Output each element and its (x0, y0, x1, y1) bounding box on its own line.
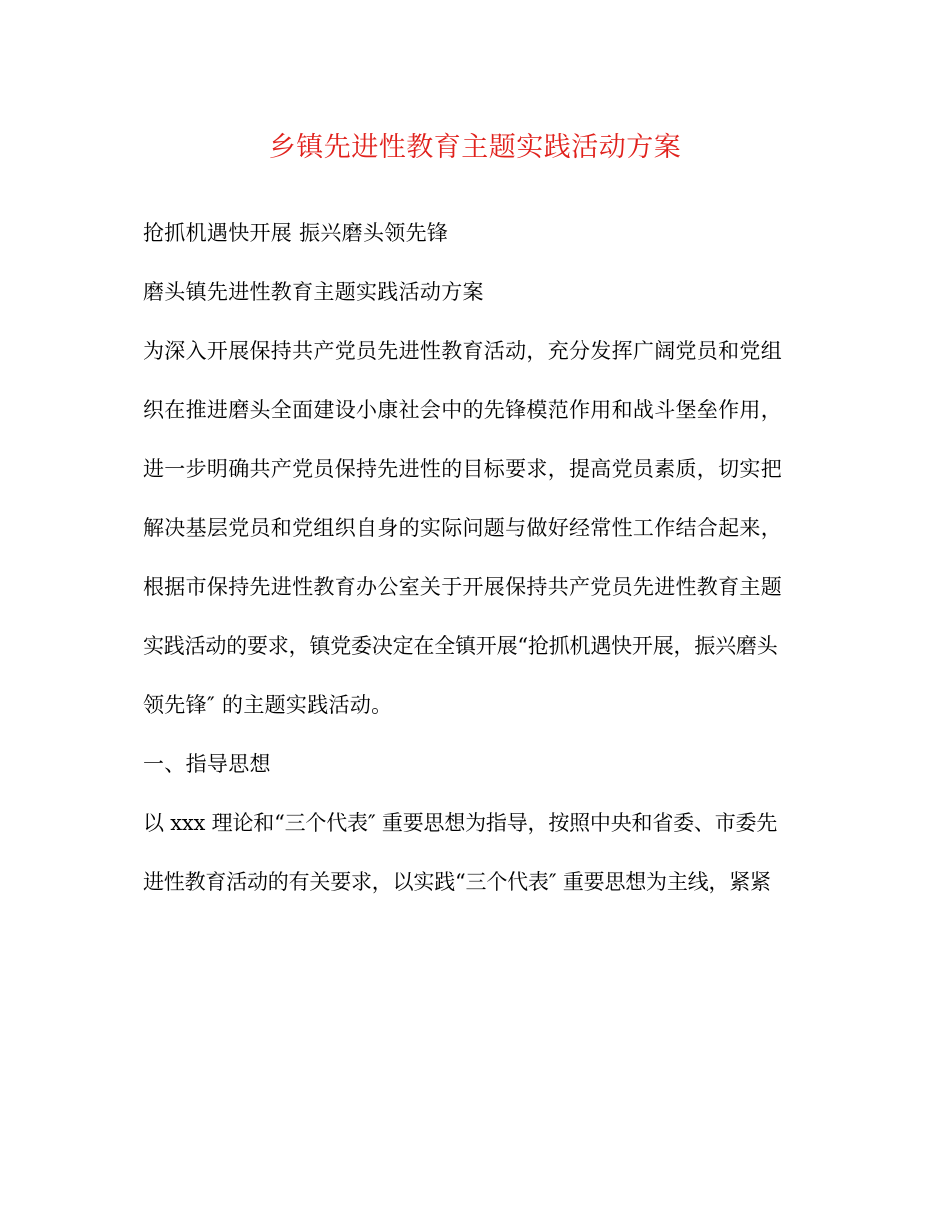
body-line-plan-name: 磨头镇先进性教育主题实践活动方案 (143, 280, 484, 304)
body-line: 进性教育活动的有关要求，以实践“三个代表″ 重要思想为主线，紧紧 (143, 870, 771, 894)
body-line: 领先锋″ 的主题实践活动。 (143, 693, 393, 717)
section-heading-guiding-ideology: 一、指导思想 (143, 752, 271, 776)
body-line: 进一步明确共产党员保持先进性的目标要求，提高党员素质，切实把 (143, 457, 782, 481)
document-title: 乡镇先进性教育主题实践活动方案 (268, 132, 682, 163)
body-line: 为深入开展保持共产党员先进性教育活动，充分发挥广阔党员和党组 (143, 339, 782, 363)
body-line: 以 xxx 理论和“三个代表″ 重要思想为指导，按照中央和省委、市委先 (143, 811, 778, 835)
body-line: 织在推进磨头全面建设小康社会中的先锋模范作用和战斗堡垒作用， (143, 398, 782, 422)
document-body (143, 213, 823, 921)
body-line-subtitle: 抢抓机遇快开展 振兴磨头领先锋 (143, 221, 449, 245)
body-line: 解决基层党员和党组织自身的实际问题与做好经常性工作结合起来， (143, 516, 782, 540)
body-line: 根据市保持先进性教育办公室关于开展保持共产党员先进性教育主题 (143, 575, 782, 599)
body-line: 实践活动的要求，镇党委决定在全镇开展“抢抓机遇快开展，振兴磨头 (143, 634, 778, 658)
